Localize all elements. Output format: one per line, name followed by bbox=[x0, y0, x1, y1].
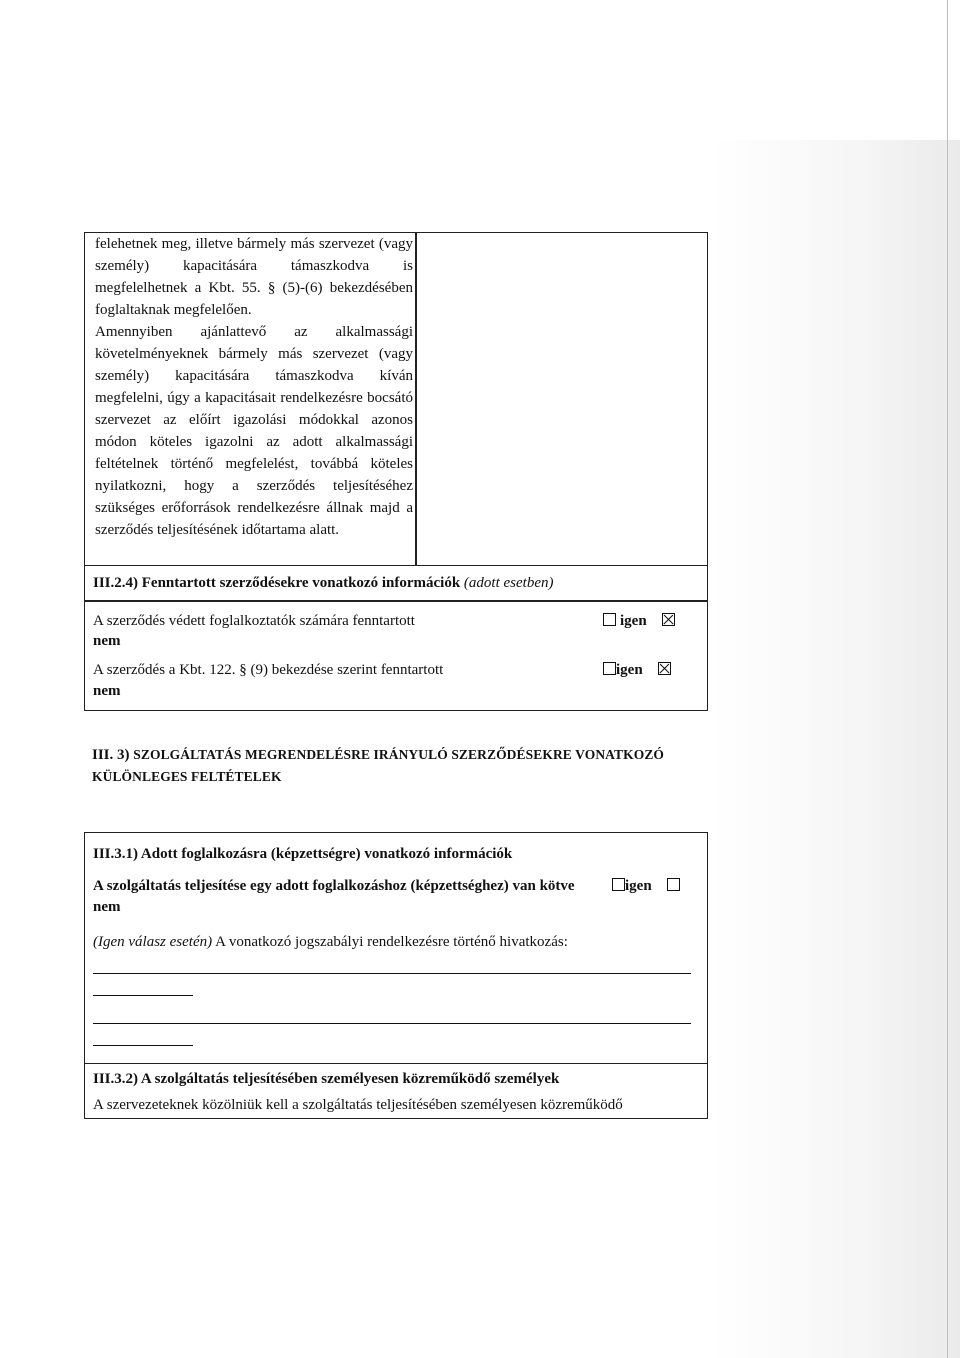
reserved-kbt-no-label: nem bbox=[93, 683, 121, 699]
legal-reference-prompt bbox=[93, 931, 568, 953]
section-3-2-title: III.3.2) A szolgáltatás teljesítésében személyesen közreműködő személyek bbox=[93, 1071, 560, 1087]
reserved-protected-yes-label: igen bbox=[620, 613, 647, 629]
legal-reference-line-1[interactable] bbox=[93, 973, 691, 974]
section-2-4-title-note: (adott esetben) bbox=[463, 575, 554, 591]
scan-shadow bbox=[710, 140, 960, 1358]
section-3-2-box bbox=[84, 1063, 708, 1119]
section-3-2-text: A szervezeteknek közölniük kell a szolgáltatás teljesítésében személyesen közreműködő bbox=[93, 1097, 623, 1113]
legal-reference-line-2[interactable] bbox=[93, 995, 193, 996]
scan-edge-line bbox=[947, 0, 948, 1358]
section-3-1-box bbox=[84, 832, 708, 1064]
occupation-bound-options bbox=[612, 875, 684, 897]
section-3-heading-line1: SZOLGÁLTATÁS MEGRENDELÉSRE IRÁNYULÓ SZERZŐDÉSEKRE VONATKOZÓ bbox=[133, 747, 665, 762]
section-2-4-title-rule bbox=[85, 600, 707, 602]
section-3-heading bbox=[92, 744, 664, 766]
legal-reference-line-4[interactable] bbox=[93, 1045, 193, 1046]
section-3-heading-line2: KÜLÖNLEGES FELTÉTELEK bbox=[92, 769, 282, 784]
column-divider bbox=[415, 233, 417, 565]
reserved-kbt-yes-checkbox[interactable] bbox=[603, 662, 616, 675]
occupation-bound-no-label: nem bbox=[93, 899, 121, 915]
section-3-1-title: III.3.1) Adott foglalkozásra (képzettségre) vonatkozó információk bbox=[93, 846, 513, 862]
reserved-protected-question: A szerződés védett foglalkoztatók számára fenntartott bbox=[93, 613, 415, 629]
occupation-bound-question: A szolgáltatás teljesítése egy adott foglalkozáshoz (képzettséghez) van kötve bbox=[93, 878, 575, 894]
paragraph-capacity-proof: Amennyiben ajánlattevő az alkalmassági követelményeknek bármely más szervezet (vagy személy) kapacitására támaszkodva kíván megfelelni, úgy a kapacitásait rendelkezésre bocsátó szervezet az előírt igazolási módokkal azonos módon köteles igazolni az adott alkalmassági feltételnek történő megfelelést, továbbá köteles nyilatkozni, hogy a szerződés teljesítéséhez szükséges erőforrások rendelkezésre állnak majd a szerződés teljesítésének időtartama alatt. bbox=[95, 324, 413, 538]
reserved-protected-no-checkbox[interactable] bbox=[662, 613, 675, 626]
legal-reference-note: (Igen válasz esetén) bbox=[93, 934, 213, 950]
reserved-protected-no-label: nem bbox=[93, 633, 121, 649]
section-2-4-title bbox=[93, 572, 553, 594]
reserved-kbt-options bbox=[603, 659, 675, 681]
section-2-4-box bbox=[84, 565, 708, 711]
reserved-protected-yes-checkbox[interactable] bbox=[603, 613, 616, 626]
reserved-kbt-no-checkbox[interactable] bbox=[658, 662, 671, 675]
occupation-bound-yes-label: igen bbox=[625, 878, 652, 894]
section-3-heading-prefix: III. 3) bbox=[92, 747, 130, 763]
reserved-kbt-question: A szerződés a Kbt. 122. § (9) bekezdése szerint fenntartott bbox=[93, 662, 444, 678]
occupation-bound-no-checkbox[interactable] bbox=[667, 878, 680, 891]
legal-reference-text: A vonatkozó jogszabályi rendelkezésre történő hivatkozás: bbox=[215, 934, 568, 950]
section-2-3-continuation-box bbox=[84, 232, 708, 566]
reserved-kbt-yes-label: igen bbox=[616, 662, 643, 678]
occupation-bound-yes-checkbox[interactable] bbox=[612, 878, 625, 891]
paragraph-support-capacity: felehetnek meg, illetve bármely más szervezet (vagy személy) kapacitására támaszkodva is megfelelhetnek a Kbt. 55. § (5)-(6) bekezdésében foglaltaknak megfelelően. bbox=[95, 236, 413, 318]
section-2-4-title-text: III.2.4) Fenntartott szerződésekre vonatkozó információk bbox=[93, 575, 461, 591]
legal-reference-line-3[interactable] bbox=[93, 1023, 691, 1024]
reserved-protected-options bbox=[603, 610, 679, 632]
